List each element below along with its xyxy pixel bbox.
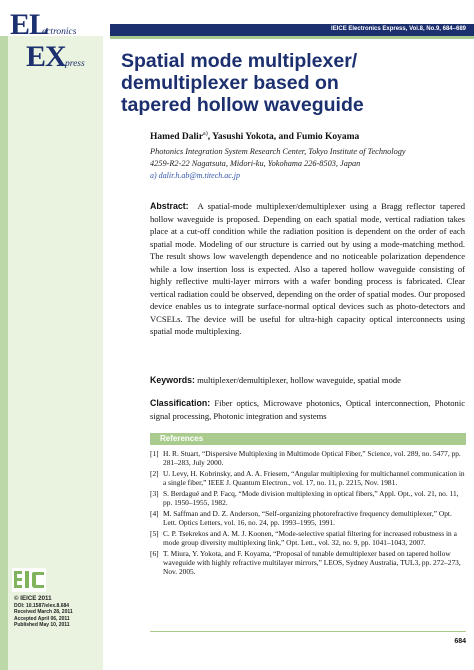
reference-number: [4] [150, 508, 159, 518]
keywords-label: Keywords: [150, 375, 195, 385]
reference-number: [1] [150, 449, 159, 458]
page-number: 684 [454, 638, 466, 645]
reference-item [150, 469, 466, 488]
author-sup: a) [203, 131, 208, 137]
reference-text: U. Levy, H. Kobrinsky, and A. A. Friesem, “Angular multiplexing for multichannel communication in a single fiber,” IEEE J. Quantum Electron., vol. 17, no. 11, p. 2215, Nov. 1981. [163, 468, 465, 488]
abstract-label: Abstract: [150, 201, 189, 211]
reference-text: S. Berdagué and P. Facq, “Mode division multiplexing in optical fibers,” Appl. Opt., vol. 21, no. 11, pp. 1950–1955, 1982. [163, 488, 459, 508]
reference-text: T. Miura, Y. Yokota, and F. Koyama, “Proposal of tunable demultiplexer based on tapered hollow waveguide with highly refractive multilayer mirrors,” LEOS, Sydney Australia, TUL3, pp. 272–273, Nov. 2005. [163, 548, 461, 577]
copyright: © IEICE 2011 [14, 595, 52, 602]
reference-text: H. R. Stuart, “Dispersive Multiplexing in Multimode Optical Fiber,” Science, vol. 289, no. 5477, pp. 281–283, July 2000. [163, 449, 461, 468]
title-line: demultiplexer based on [121, 72, 339, 94]
paper-title [121, 50, 461, 116]
reference-text: M. Saffman and D. Z. Anderson, “Self-organizing photorefractive frequency demultiplexer,” Opt. Lett. Optics Letters, vol. 16, no. 24, pp. 1993–1995, 1991. [163, 508, 452, 528]
received-date: Received March 28, 2011 [14, 609, 73, 616]
footer-rule [150, 631, 466, 632]
author-rest: , Yasushi Yokota, and Fumio Koyama [207, 132, 360, 143]
title-line: Spatial mode multiplexer/ [121, 50, 358, 72]
logo-ex: EX [26, 40, 66, 73]
abstract-text: A spatial-mode multiplexer/demultiplexer using a Bragg reflector tapered hollow waveguide is proposed. Depending on each spatial mode, vertical radiation takes place at a cut-off condition while the radiation position is dependent on the order of each spatial mode. Modeling of our structure is carried out by using a mode-matching method. The result shows low wavelength dependence and no noticeable polarization dependence while a low insertion loss is expected. Also a tapered hollow waveguide consisting of highly reflective multi-layer mirrors with a wafer bonding process is fabricated. Clear vertical radiation could be observed, depending on the order of spatial modes. Our proposed device enables us to integrate surface-normal optical devices such as photo-detectors and VCSELs. The device will be useful for ultra-high capacity optical interconnects using spatial mode multiplexing. [150, 201, 465, 337]
references-header [150, 433, 466, 445]
published-date: Published May 10, 2011 [14, 622, 70, 629]
reference-item [150, 549, 466, 577]
journal-logo [10, 6, 110, 74]
references-title: References [160, 434, 204, 443]
affiliation-line-1: Photonics Integration System Research Center, Tokyo Institute of Technology [150, 147, 406, 156]
reference-number: [3] [150, 488, 159, 498]
reference-item [150, 509, 466, 528]
logo-el: EL [10, 8, 49, 41]
reference-number: [2] [150, 468, 159, 478]
author-email[interactable]: a) dalir.h.ab@m.titech.ac.jp [150, 171, 241, 180]
reference-item [150, 449, 466, 468]
author-first: Hamed Dalir [150, 132, 204, 143]
reference-text: C. P. Tsekrekos and A. M. J. Koonen, “Mode-selective spatial filtering for increased robustness in a mode group diversity multiplexing link,” Opt. Lett., vol. 32, no. 9, pp. 1041–1043, 2007. [163, 528, 457, 548]
reference-number: [5] [150, 528, 159, 538]
reference-item [150, 529, 466, 548]
eic-logo-icon [12, 568, 46, 592]
classification-text: Fiber optics, Microwave photonics, Optical interconnection, Photonic signal processing, Photonic integration and systems [150, 398, 465, 421]
title-line: tapered hollow waveguide [121, 94, 364, 116]
keywords-text: multiplexer/demultiplexer, hollow waveguide, spatial mode [197, 375, 401, 385]
authors [150, 131, 359, 142]
affiliation-line-2: 4259-R2-22 Nagatsuta, Midori-ku, Yokohama 226-8503, Japan [150, 159, 361, 168]
classification [150, 397, 465, 422]
reference-list [150, 449, 466, 578]
classification-label: Classification: [150, 398, 211, 408]
logo-ex-small: press [65, 59, 85, 69]
abstract [150, 200, 465, 338]
doi: DOI: 10.1587/elex.8.684 [14, 602, 70, 609]
logo-el-small: ectronics [42, 27, 77, 37]
reference-item [150, 489, 466, 508]
accepted-date: Accepted April 06, 2011 [14, 615, 70, 622]
journal-reference: IEICE Electronics Express, Vol.8, No.9, 684–689 [331, 26, 466, 32]
reference-number: [6] [150, 548, 159, 558]
publication-info [14, 596, 73, 629]
header-rule [110, 36, 474, 39]
keywords [150, 374, 465, 387]
